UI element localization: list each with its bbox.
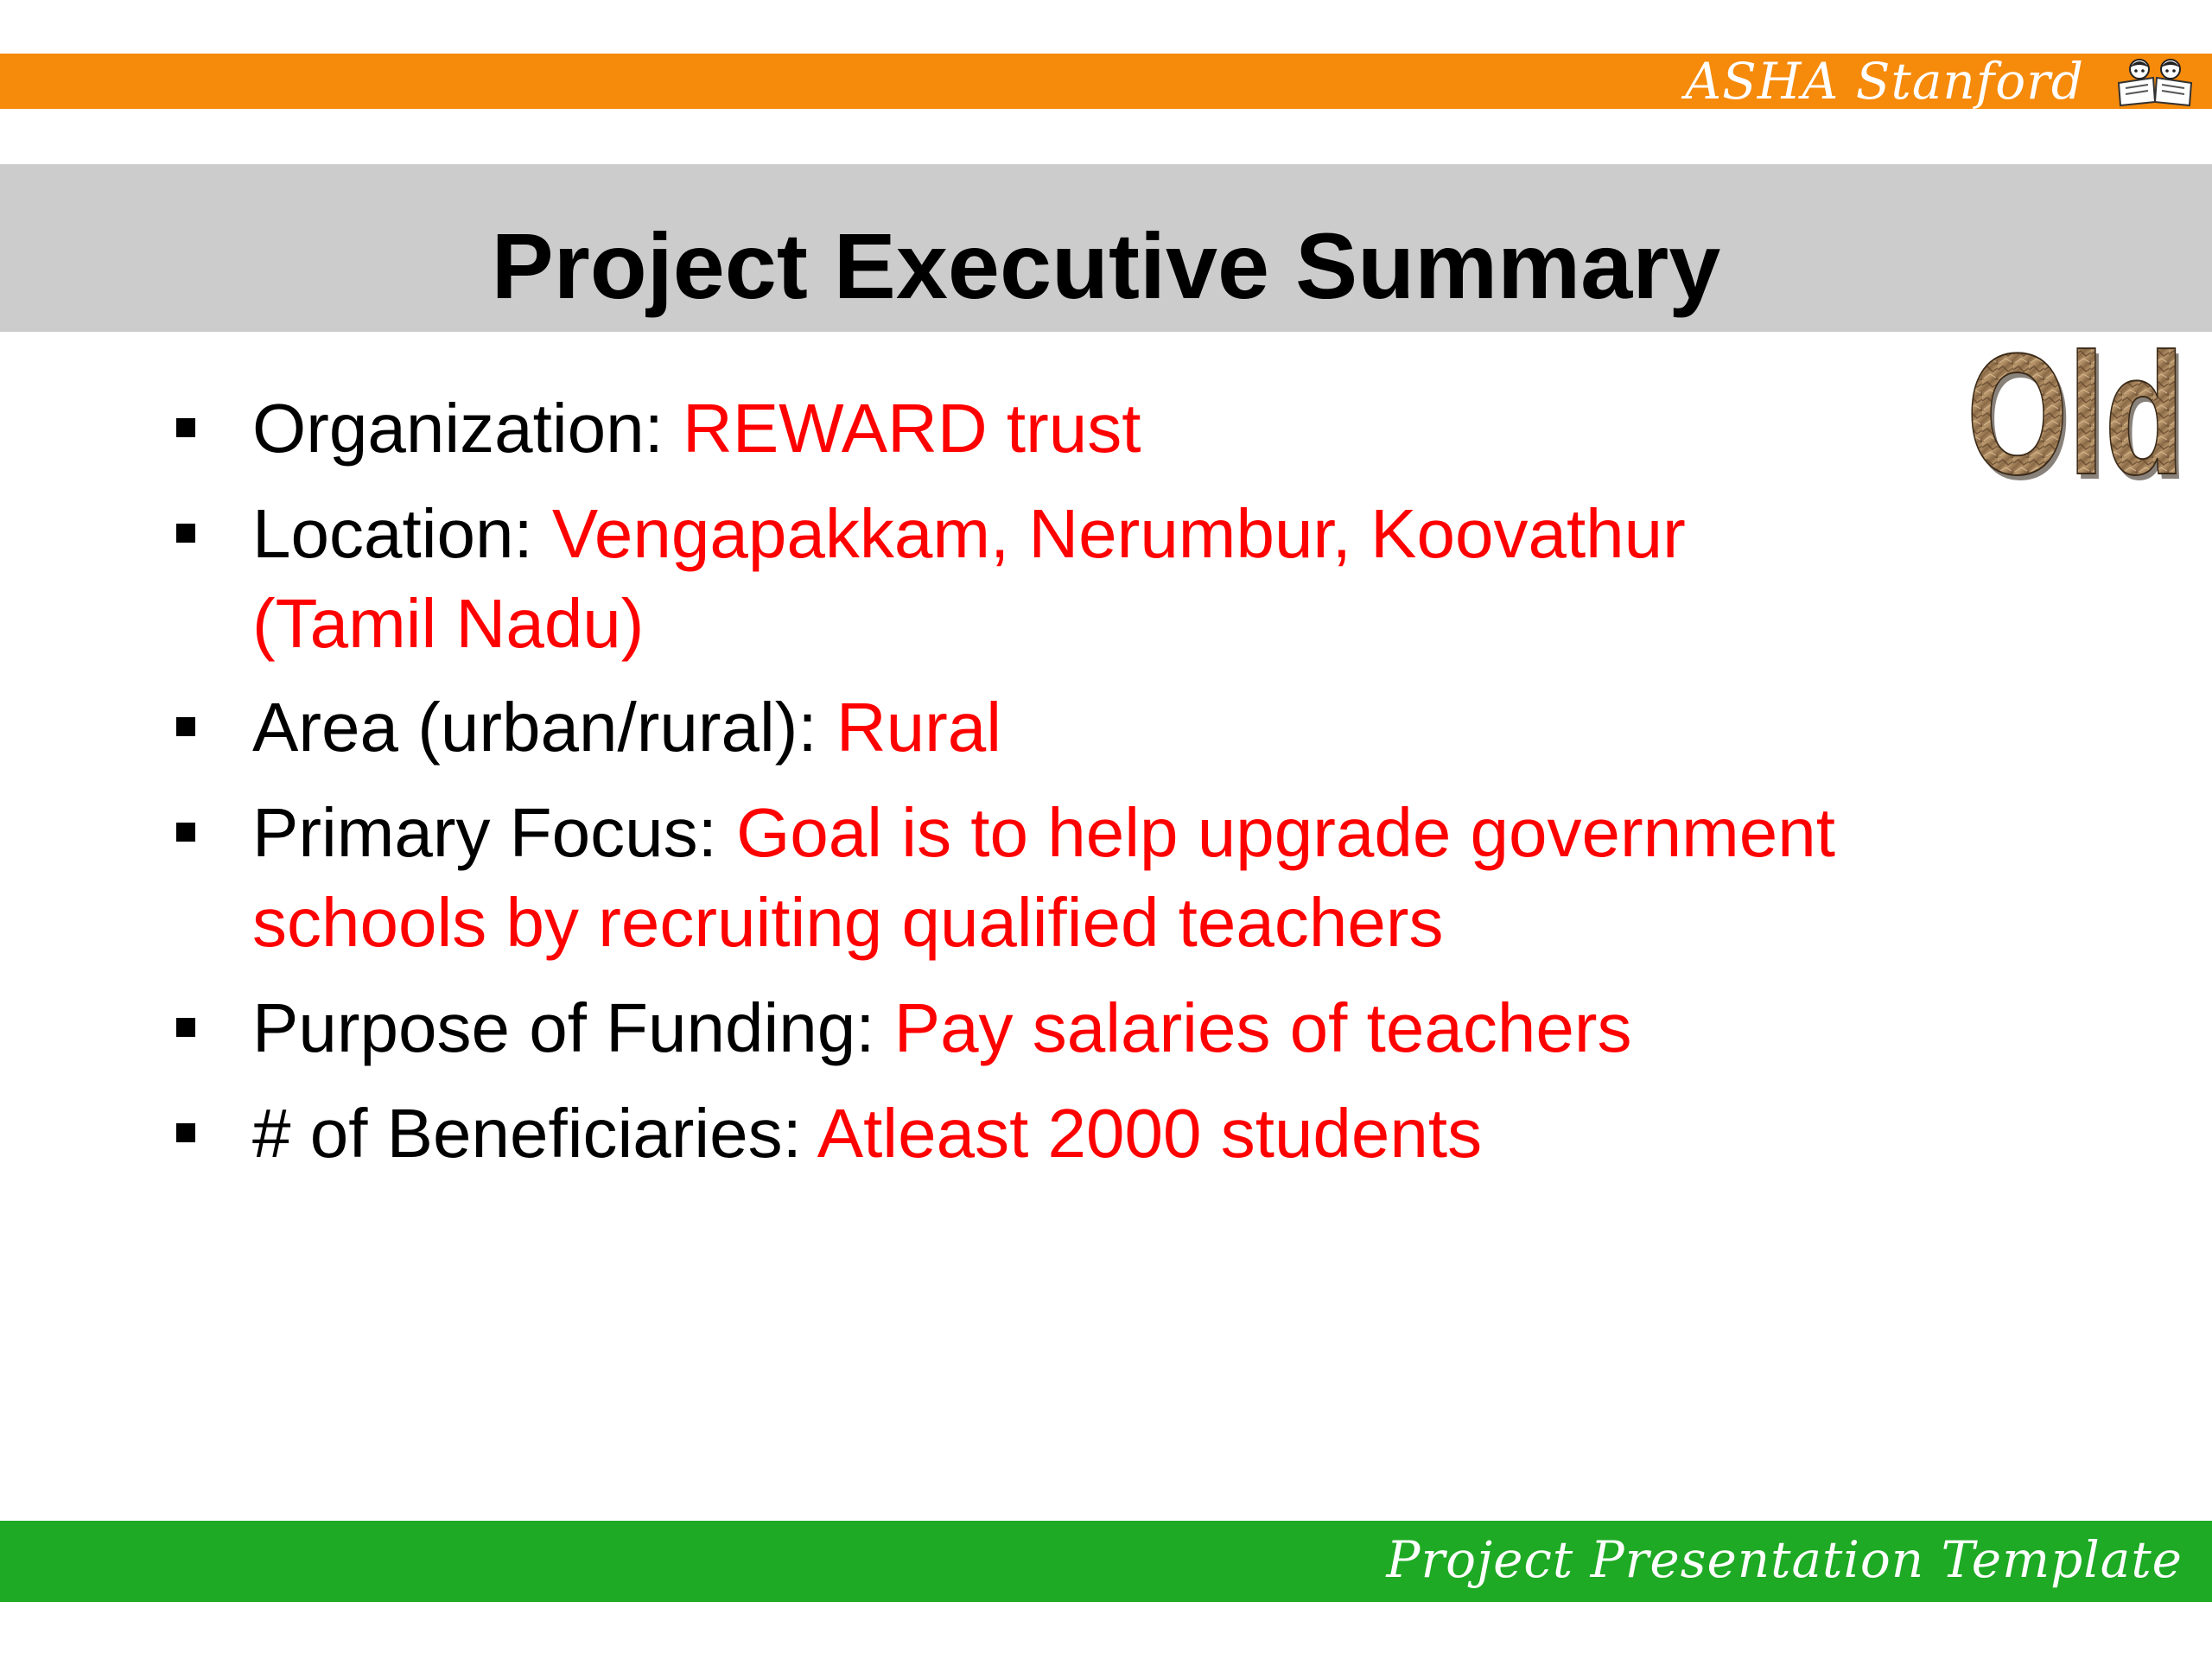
bullet-label: Location: bbox=[252, 495, 552, 572]
bullet-label: Purpose of Funding: bbox=[252, 989, 894, 1066]
bullet-value: REWARD trust bbox=[683, 390, 1141, 467]
bullet-purpose-of-funding bbox=[252, 983, 1980, 1073]
brand-name: ASHA Stanford bbox=[1685, 52, 2084, 111]
footer-bar bbox=[0, 1521, 2212, 1602]
square-bullet-icon bbox=[176, 1018, 195, 1037]
bullet-value-continued: (Tamil Nadu) bbox=[252, 585, 645, 662]
old-stamp-image bbox=[1967, 334, 2191, 489]
bullet-label: Primary Focus: bbox=[252, 794, 737, 871]
footer-template-label: Project Presentation Template bbox=[1386, 1530, 2183, 1589]
svg-text:Old: Old bbox=[1970, 334, 2188, 489]
bullet-beneficiaries bbox=[252, 1089, 1980, 1179]
square-bullet-icon bbox=[176, 823, 195, 842]
bullet-location bbox=[252, 489, 1980, 669]
bullet-value: Pay salaries of teachers bbox=[893, 989, 1632, 1066]
header-bar bbox=[0, 54, 2212, 109]
bullet-label: Area (urban/rural): bbox=[252, 689, 836, 766]
square-bullet-icon bbox=[176, 524, 195, 543]
children-reading-logo-icon bbox=[2113, 57, 2196, 107]
slide-title: Project Executive Summary bbox=[491, 213, 1721, 318]
bullet-value-continued: schools by recruiting qualified teachers bbox=[252, 884, 1444, 961]
bullet-organization bbox=[252, 384, 1980, 474]
bullet-label: # of Beneficiaries: bbox=[252, 1095, 817, 1172]
bullet-value: Rural bbox=[836, 689, 1001, 766]
square-bullet-icon bbox=[176, 418, 195, 437]
bullet-value: Atleast 2000 students bbox=[817, 1095, 1483, 1172]
bullet-label: Organization: bbox=[252, 390, 683, 467]
bullet-value: Goal is to help upgrade government bbox=[736, 794, 1835, 871]
svg-text:Old: Old bbox=[1967, 334, 2184, 489]
square-bullet-icon bbox=[176, 717, 195, 736]
square-bullet-icon bbox=[176, 1123, 195, 1142]
bullet-area bbox=[252, 683, 1980, 772]
bullet-value: Vengapakkam, Nerumbur, Koovathur bbox=[551, 495, 1686, 572]
bullet-primary-focus bbox=[252, 788, 1980, 968]
